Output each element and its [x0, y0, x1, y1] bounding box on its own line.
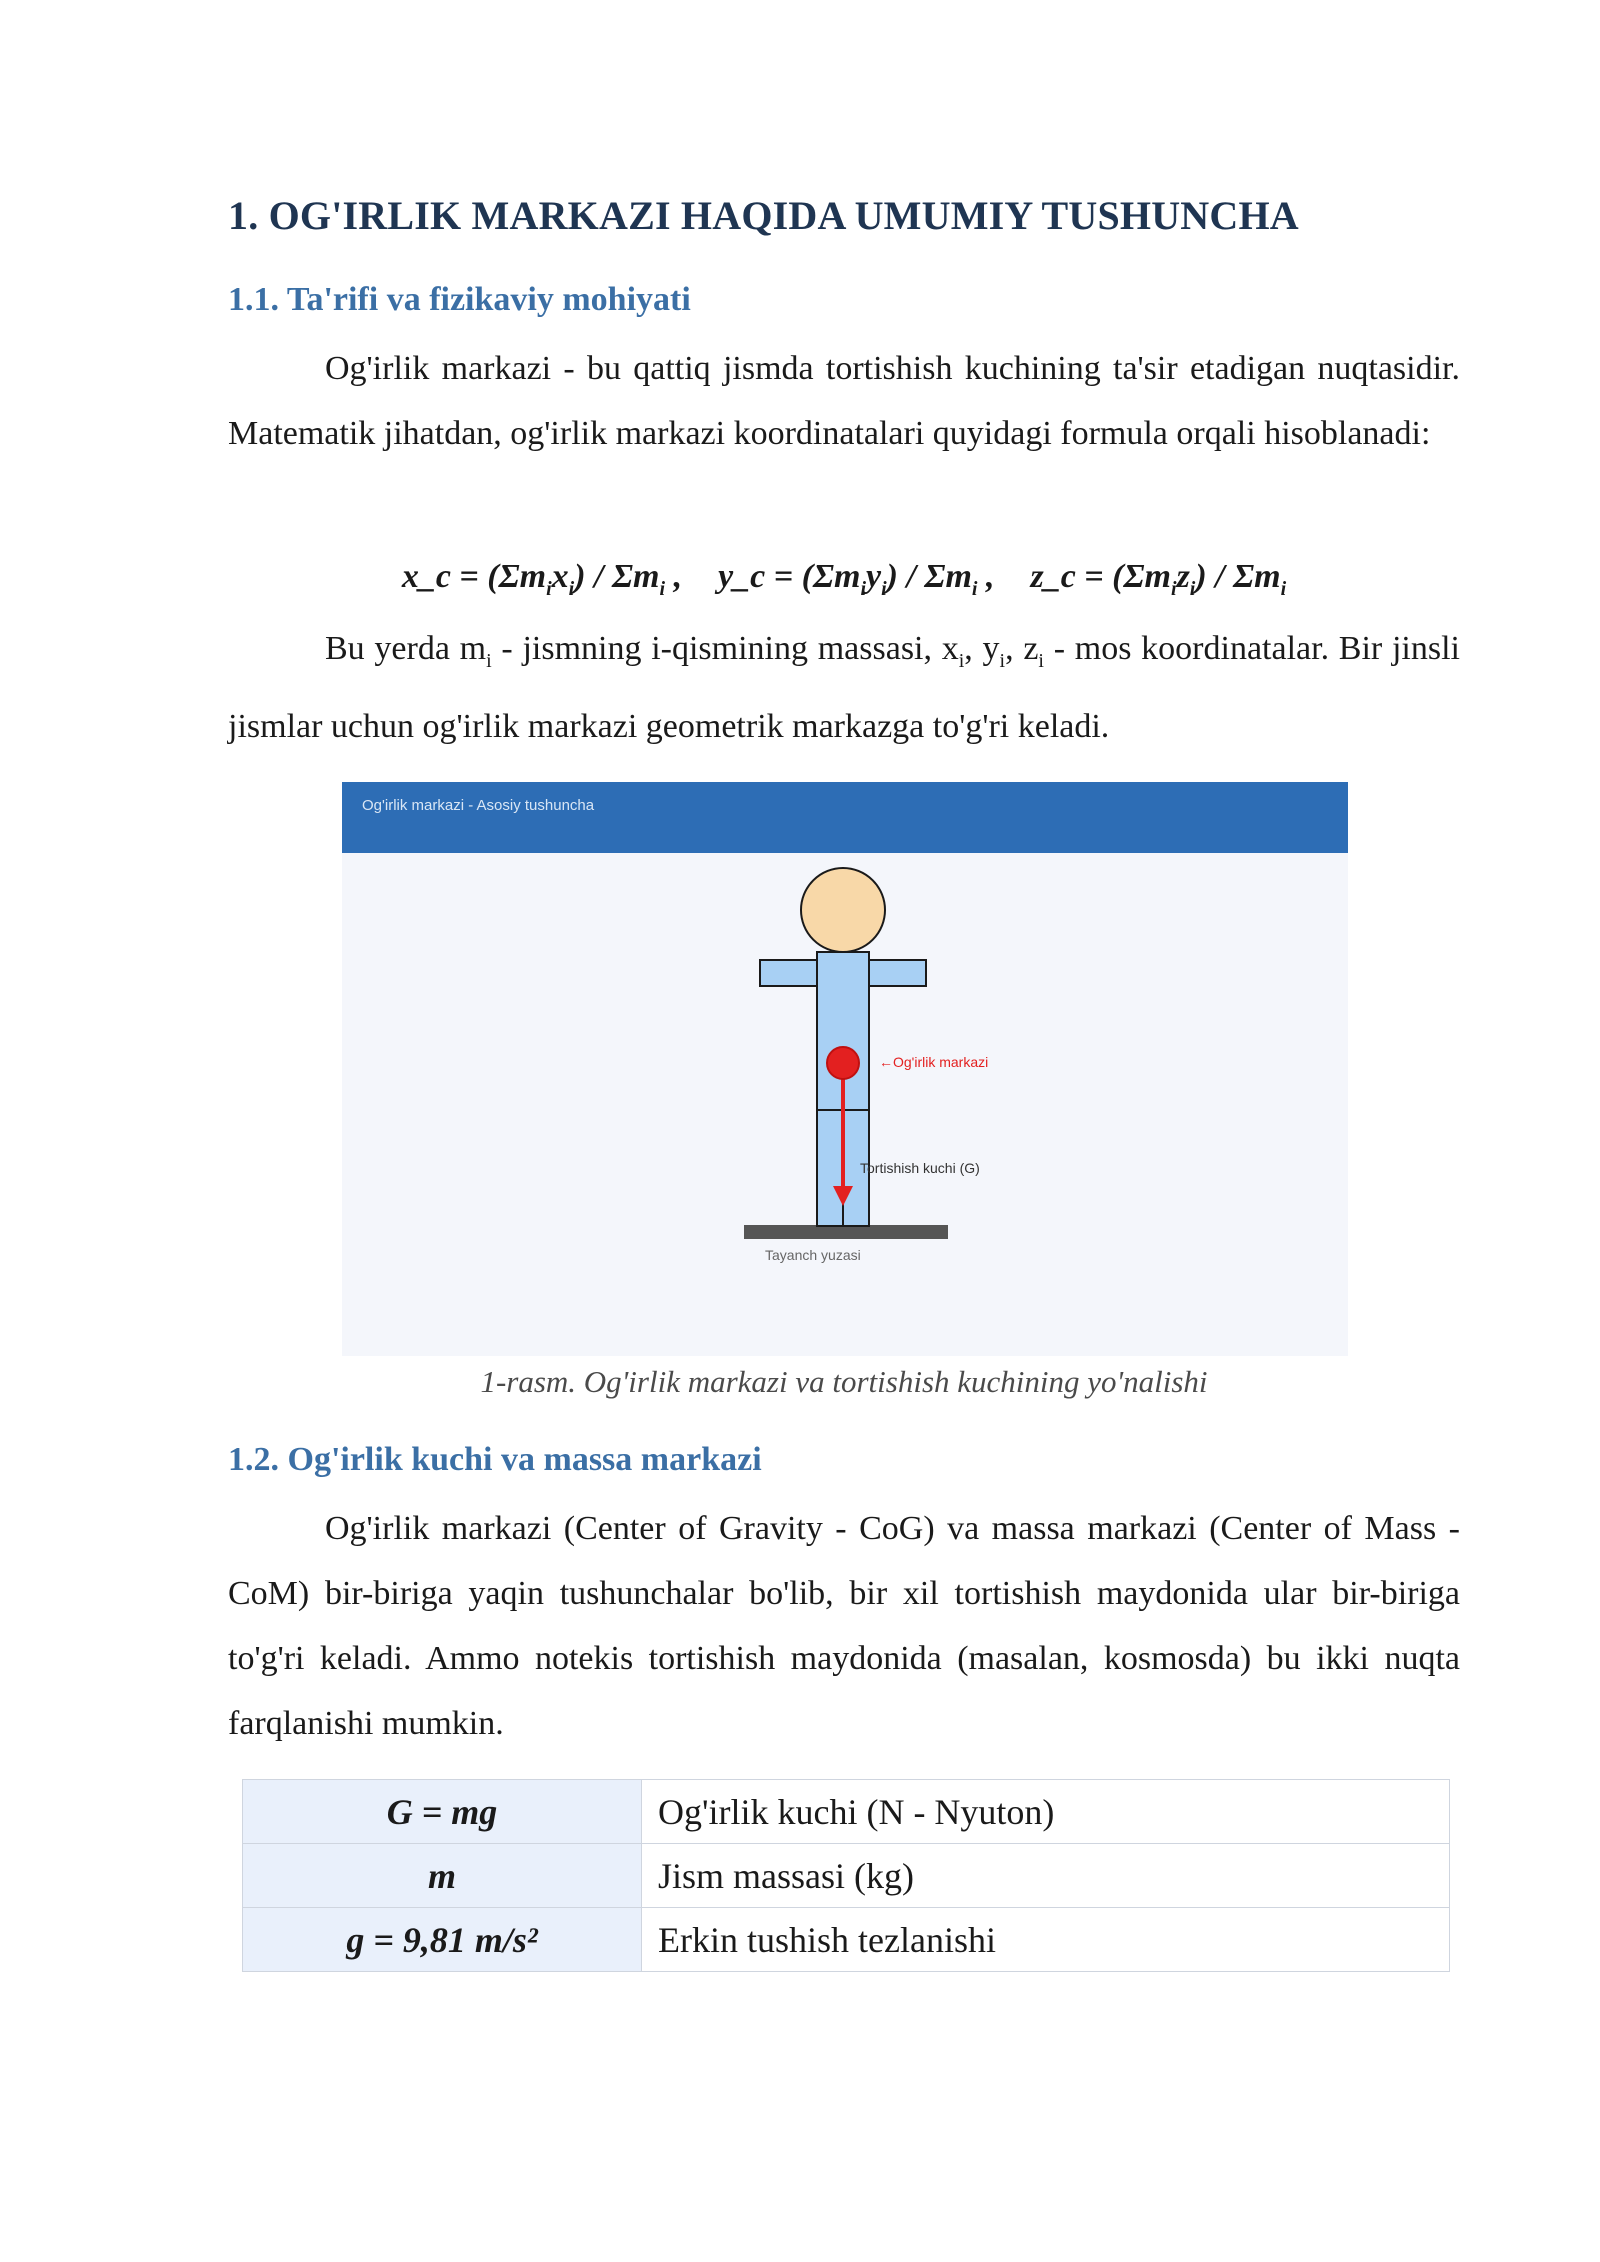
- table-row: [243, 1844, 1450, 1908]
- figure-caption: 1-rasm. Og'irlik markazi va tortishish kuchining yo'nalishi: [480, 1364, 1208, 1399]
- head: [801, 868, 885, 952]
- subsection-title-definition: 1.1. Ta'rifi va fizikaviy mohiyati: [228, 281, 691, 318]
- formula-z: z_c = $(\Sigma m_iz_i) / \Sigma m_i$: [1030, 558, 1287, 600]
- human-figure-diagram: [342, 782, 1348, 1356]
- subsection-title-gravity-mass: 1.2. Og'irlik kuchi va massa markazi: [228, 1441, 762, 1478]
- support-surface-label: Tayanch yuzasi: [765, 1247, 861, 1263]
- formula-explanation-paragraph: Bu yerda $m_i$ - jismning i-qismining massasi, $x_i$, $y_i$, $z_i$ - mos koordinatalar. Bir jinsli jismlar uchun og'irlik markazi geometrik markazga to'g'ri keladi.: [228, 630, 1460, 745]
- meaning-cell: Og'irlik kuchi (N - Nyuton): [642, 1780, 1450, 1844]
- definition-paragraph: Og'irlik markazi - bu qattiq jismda tortishish kuchining ta'sir etadigan nuqtasidir. Matematik jihatdan, og'irlik markazi koordinatalari quyidagi formula orqali hisoblanadi:: [228, 350, 1460, 452]
- center-of-gravity-formula: [228, 558, 1460, 601]
- definitions-table: [242, 1779, 1450, 1972]
- symbol-cell: g = 9,81 m/s²: [243, 1908, 642, 1972]
- symbol-cell: G = mg: [243, 1780, 642, 1844]
- right-arm: [869, 960, 926, 986]
- support-surface: [744, 1225, 948, 1239]
- meaning-cell: Erkin tushish tezlanishi: [642, 1908, 1450, 1972]
- table-row: [243, 1780, 1450, 1844]
- formula-x: x_c = $(\Sigma m_ix_i) / \Sigma m_i$ ,: [401, 558, 683, 600]
- center-of-gravity-figure: [342, 782, 1348, 1356]
- center-of-gravity-label: ←Og'irlik markazi: [879, 1054, 989, 1070]
- gravity-mass-paragraph: Og'irlik markazi (Center of Gravity - CoG) va massa markazi (Center of Mass - CoM) bir-biriga yaqin tushunchalar bo'lib, bir xil tortishish maydonida ular bir-biriga to'g'ri keladi. Ammo notekis tortishish maydonida (masalan, kosmosda) bu ikki nuqta farqlanishi mumkin.: [228, 1510, 1460, 1742]
- left-leg: [817, 1109, 843, 1226]
- gravity-force-label: Tortishish kuchi (G): [860, 1160, 980, 1176]
- formula-y: y_c = $(\Sigma m_iy_i) / \Sigma m_i$ ,: [718, 558, 995, 600]
- figure-header-title: Og'irlik markazi - Asosiy tushuncha: [362, 797, 595, 814]
- symbol-cell: m: [243, 1844, 642, 1908]
- table-row: [243, 1908, 1450, 1972]
- left-arm: [760, 960, 817, 986]
- center-of-gravity-point: [827, 1047, 859, 1079]
- section-title: 1. OG'IRLIK MARKAZI HAQIDA UMUMIY TUSHUNCHA: [228, 193, 1299, 238]
- meaning-cell: Jism massasi (kg): [642, 1844, 1450, 1908]
